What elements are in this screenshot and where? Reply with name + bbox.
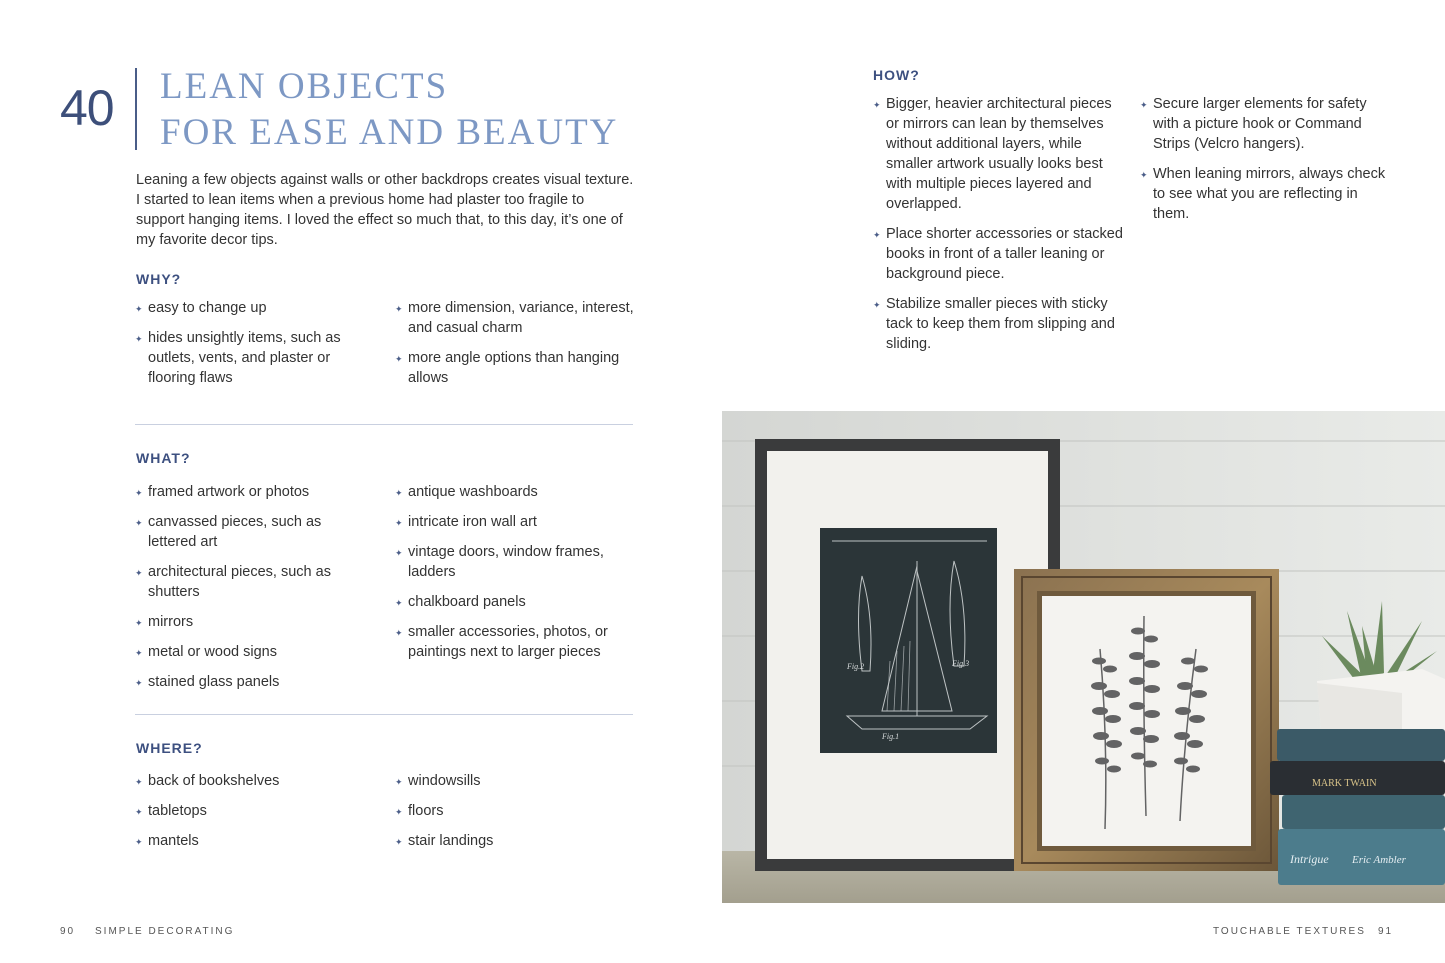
title-line-1: LEAN OBJECTS	[160, 66, 449, 107]
print-fig3-label: Fig.3	[952, 659, 970, 668]
bullet-text: back of bookshelves	[148, 773, 280, 789]
bullet-item	[395, 622, 635, 662]
bullet-item	[135, 672, 360, 692]
star-bullet-icon: ✦	[135, 777, 143, 787]
star-bullet-icon: ✦	[135, 518, 143, 528]
where-heading: WHERE?	[136, 740, 203, 756]
where-list-right	[395, 771, 635, 861]
leaning-frame-ornate	[1014, 569, 1279, 871]
what-heading: WHAT?	[136, 450, 191, 466]
page-number-right: 91	[1378, 926, 1394, 937]
title-line-2: FOR EASE AND BEAUTY	[160, 112, 619, 153]
lean-objects-photo	[722, 411, 1445, 903]
bullet-text: vintage doors, window frames, ladders	[408, 544, 604, 580]
book-spine-title-2: Intrigue	[1290, 852, 1329, 866]
bullet-item	[135, 562, 360, 602]
bullet-item	[135, 831, 370, 851]
bullet-text: mirrors	[148, 614, 194, 630]
bullet-item	[873, 294, 1123, 354]
bullet-item	[395, 542, 635, 582]
bullet-text: metal or wood signs	[148, 644, 277, 660]
how-list-right	[1140, 94, 1390, 234]
bullet-item	[395, 512, 635, 532]
book-stack	[1270, 729, 1445, 885]
print-fig2-label: Fig.2	[847, 662, 865, 671]
star-bullet-icon: ✦	[395, 518, 403, 528]
bullet-text: intricate iron wall art	[408, 514, 537, 530]
bullet-text: architectural pieces, such as shutters	[148, 564, 331, 600]
bullet-text: floors	[408, 803, 444, 819]
bullet-item	[135, 482, 360, 502]
section-divider-1	[135, 424, 633, 425]
star-bullet-icon: ✦	[873, 230, 881, 240]
bullet-item	[395, 298, 635, 338]
bullet-text: antique washboards	[408, 484, 538, 500]
bullet-item	[1140, 94, 1390, 154]
bullet-item	[135, 328, 370, 388]
why-heading: WHY?	[136, 271, 182, 287]
book-spine-title-1: MARK TWAIN	[1312, 778, 1377, 789]
bullet-item	[135, 298, 370, 318]
page-number-left: 90	[60, 926, 76, 937]
bullet-item	[873, 94, 1123, 214]
section-divider-2	[135, 714, 633, 715]
star-bullet-icon: ✦	[135, 334, 143, 344]
bullet-item	[395, 801, 635, 821]
bullet-item	[395, 771, 635, 791]
star-bullet-icon: ✦	[135, 618, 143, 628]
star-bullet-icon: ✦	[135, 648, 143, 658]
bullet-text: Place shorter accessories or stacked books in front of a taller leaning or background piece.	[886, 226, 1123, 282]
what-list-left	[135, 482, 360, 702]
bullet-text: Stabilize smaller pieces with sticky tack to keep them from slipping and sliding.	[886, 296, 1115, 352]
bullet-text: easy to change up	[148, 300, 267, 316]
bullet-text: windowsills	[408, 773, 481, 789]
bullet-item	[135, 512, 360, 552]
bullet-text: stair landings	[408, 833, 494, 849]
how-heading: HOW?	[873, 67, 920, 83]
where-list-left	[135, 771, 370, 861]
star-bullet-icon: ✦	[395, 488, 403, 498]
bullet-text: hides unsightly items, such as outlets, vents, and plaster or flooring flaws	[148, 330, 341, 386]
page-title	[160, 64, 618, 156]
star-bullet-icon: ✦	[395, 807, 403, 817]
star-bullet-icon: ✦	[395, 548, 403, 558]
star-bullet-icon: ✦	[395, 837, 403, 847]
bullet-item	[135, 801, 370, 821]
star-bullet-icon: ✦	[135, 837, 143, 847]
bullet-text: more dimension, variance, interest, and casual charm	[408, 300, 634, 336]
title-divider	[135, 68, 137, 150]
bullet-text: tabletops	[148, 803, 207, 819]
star-bullet-icon: ✦	[395, 354, 403, 364]
bullet-item	[395, 482, 635, 502]
running-footer-left: SIMPLE DECORATING	[95, 926, 235, 937]
bullet-item	[135, 642, 360, 662]
bullet-item	[395, 348, 635, 388]
star-bullet-icon: ✦	[395, 598, 403, 608]
bullet-item	[135, 771, 370, 791]
bullet-item	[395, 592, 635, 612]
star-bullet-icon: ✦	[395, 777, 403, 787]
intro-paragraph: Leaning a few objects against walls or other backdrops creates visual texture. I started to lean items when a previous home had plaster too fragile to support hanging items. I loved the effect so much that, to this day, it’s one of my favorite decor tips.	[136, 172, 634, 248]
bullet-text: Bigger, heavier architectural pieces or mirrors can lean by themselves without additional layers, while smaller artwork usually looks best with multiple pieces layered and overlapped.	[886, 96, 1112, 212]
bullet-text: smaller accessories, photos, or paintings next to larger pieces	[408, 624, 608, 660]
bullet-text: framed artwork or photos	[148, 484, 310, 500]
print-fig1-label: Fig.1	[882, 732, 900, 741]
star-bullet-icon: ✦	[1140, 170, 1148, 180]
star-bullet-icon: ✦	[135, 807, 143, 817]
star-bullet-icon: ✦	[395, 304, 403, 314]
bullet-item	[395, 831, 635, 851]
star-bullet-icon: ✦	[135, 678, 143, 688]
bullet-item	[873, 224, 1123, 284]
bullet-item	[1140, 164, 1390, 224]
star-bullet-icon: ✦	[135, 488, 143, 498]
bullet-text: stained glass panels	[148, 674, 280, 690]
star-bullet-icon: ✦	[1140, 100, 1148, 110]
running-footer-right: TOUCHABLE TEXTURES	[1213, 926, 1366, 937]
star-bullet-icon: ✦	[873, 300, 881, 310]
bullet-item	[135, 612, 360, 632]
bullet-text: canvassed pieces, such as lettered art	[148, 514, 322, 550]
star-bullet-icon: ✦	[135, 568, 143, 578]
star-bullet-icon: ✦	[395, 628, 403, 638]
star-bullet-icon: ✦	[135, 304, 143, 314]
bullet-text: When leaning mirrors, always check to see what you are reflecting in them.	[1153, 166, 1386, 222]
bullet-text: Secure larger elements for safety with a picture hook or Command Strips (Velcro hangers).	[1153, 96, 1367, 152]
why-list-right	[395, 298, 635, 398]
book-spine-title-3: Eric Ambler	[1352, 854, 1406, 866]
bullet-text: mantels	[148, 833, 199, 849]
how-list-left	[873, 94, 1123, 364]
bullet-text: chalkboard panels	[408, 594, 526, 610]
chapter-number: 40	[60, 80, 114, 136]
why-list-left	[135, 298, 370, 398]
star-bullet-icon: ✦	[873, 100, 881, 110]
bullet-text: more angle options than hanging allows	[408, 350, 620, 386]
what-list-right	[395, 482, 635, 672]
